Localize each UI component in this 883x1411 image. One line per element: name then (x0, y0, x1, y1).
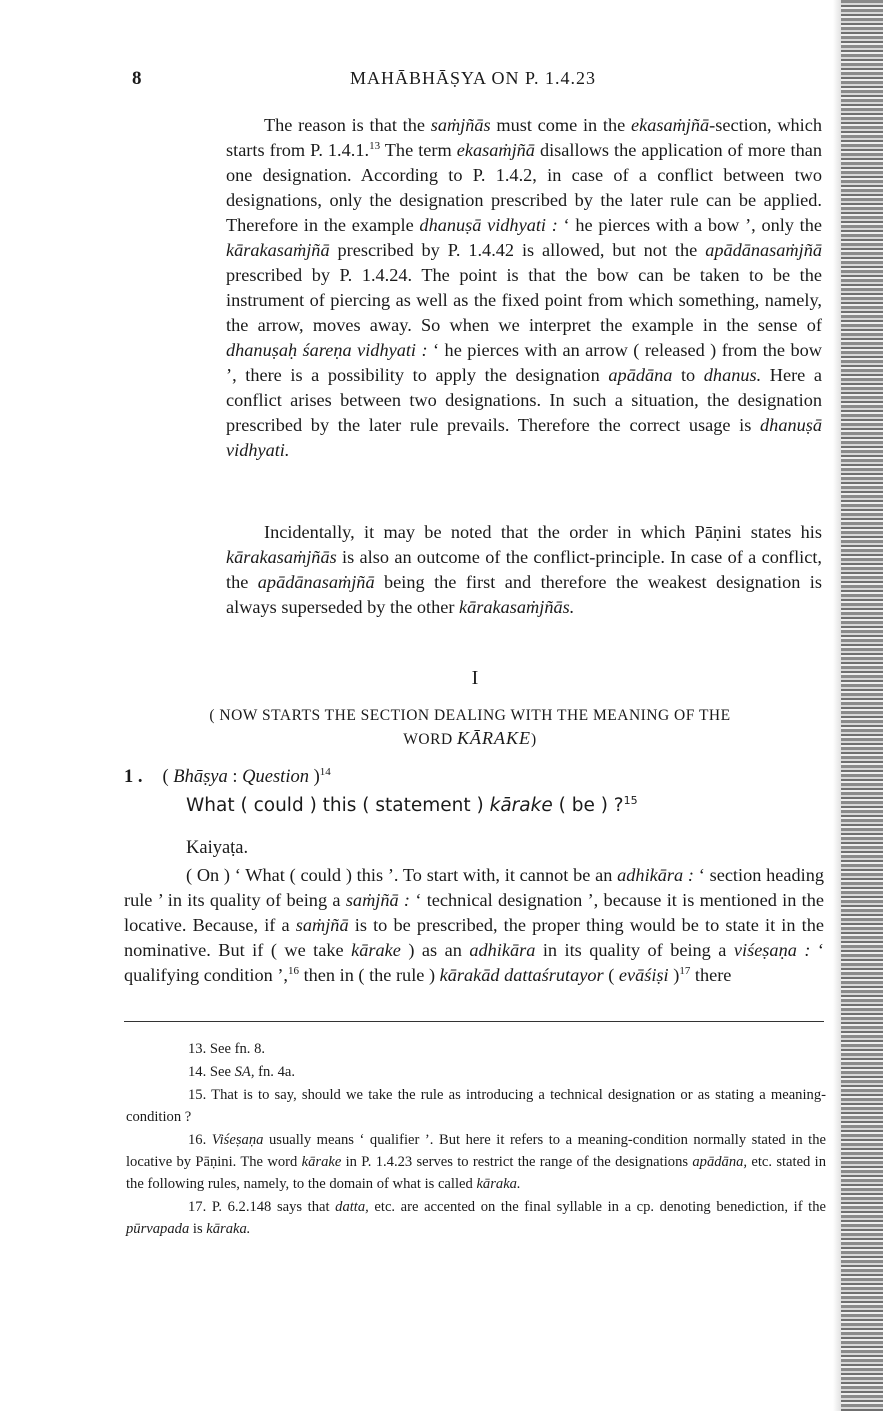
footnote-ref-14: 14 (319, 765, 331, 778)
footnote-divider (124, 1021, 824, 1022)
paragraph-ekasamjna (226, 113, 822, 463)
bhashya-question: What ( could ) this ( statement ) kārake ( be ) ?$^{15}$ (186, 793, 638, 816)
paragraph-text: Incidentally, it may be noted that the order in which Pāṇini states his kārakasaṁjñās is also an outcome of the conflict-principle. In case of a conflict, the apādānasaṁjñā being the first and therefore the weakest designation is always superseded by the other kārakasaṁjñās. (226, 522, 822, 617)
paragraph-text: ( On ) ‘ What ( could ) this ’. To start with, it cannot be an adhikāra : ‘ section heading rule ’ in its quality of being a saṁjñā : ‘ technical designation ’, because it is mentioned in the locative. Because, if a saṁjñā is to be prescribed, the proper thing would be to state it in the nominative. But if ( we take kārake ) as an adhikāra in its quality of being a viśeṣaṇa : ‘ qualifying condition ’,$^{16}$ then in ( the rule ) kārakād dattaśrutayor ( evāśiṣi )$^{17}$ there (124, 865, 824, 985)
caption-term: KĀRAKE (457, 728, 532, 748)
footnote-13: 13. See fn. 8. (188, 1041, 266, 1057)
kaiyata-heading: Kaiyaṭa. (186, 838, 249, 858)
footnote-ref-16: 16 (288, 964, 299, 977)
paragraph-conflict-principle (226, 520, 822, 620)
running-head: MAHĀBHĀṢYA ON P. 1.4.23 (350, 68, 597, 88)
section-numeral: I (471, 667, 479, 689)
bhashya-label: 1 . ( Bhāṣya : Question )$^{14}$ (124, 765, 331, 787)
page-header (132, 68, 832, 98)
page-number: 8 (132, 68, 142, 89)
footnote-16: 16. Viśeṣaṇa usually means ‘ qualifier ’. But here it refers to a meaning-condition normally stated in the locative by Pāṇini. The word kārake in P. 1.4.23 serves to restrict the range of the designations apādāna, etc. stated in the following rules, namely, to the domain of what is called kāraka. (126, 1132, 827, 1192)
footnote-ref-13: 13 (369, 139, 381, 152)
paragraph-text: The reason is that the saṁjñās must come in the ekasaṁjñā-section, which starts from P. 1.4.1.13 The term ekasaṁjñā disallows the application of more than one designation. According to P. 1.4.2, in case of a conflict between two designations, only the designation prescribed by the later rule can be applied. Therefore in the example dhanuṣā vidhyati : ‘ he pierces with a bow ’, only the kārakasaṁjñā prescribed by P. 1.4.42 is allowed, but not the apādānasaṁjñā prescribed by P. 1.4.24. The point is that the bow can be taken to be the instrument of piercing as well as the fixed point from which something, namely, the arrow, moves away. So when we interpret the example in the sense of dhanuṣaḥ śareṇa vidhyati : ‘ he pierces with an arrow ( released ) from the bow ’, there is a possibility to apply the designation apādāna to dhanus. Here a conflict arises between two designations. In such a situation, the designation prescribed by the later rule prevails. Therefore the correct usage is dhanuṣā vidhyati. (226, 115, 823, 460)
section-caption (160, 704, 780, 751)
footnote-14: 14. See SA, fn. 4a. (188, 1064, 296, 1080)
caption-line-2: WORD KĀRAKE) (403, 728, 537, 748)
caption-line-1: ( NOW STARTS THE SECTION DEALING WITH THE MEANING OF THE (209, 707, 731, 724)
footnotes (126, 1038, 826, 1241)
bhashya-number: 1 . (124, 767, 143, 787)
kaiyata-commentary (124, 863, 824, 988)
footnote-ref-17: 17 (679, 964, 691, 977)
footnote-ref-15: 15 (623, 793, 638, 807)
footnote-17: 17. P. 6.2.148 says that datta, etc. are accented on the final syllable in a cp. denoting benediction, if the pūrvapada is kāraka. (126, 1199, 826, 1237)
footnote-15: 15. That is to say, should we take the rule as introducing a technical designation or as stating a meaning-condition ? (126, 1087, 826, 1125)
scanned-page-edge (841, 0, 883, 1411)
